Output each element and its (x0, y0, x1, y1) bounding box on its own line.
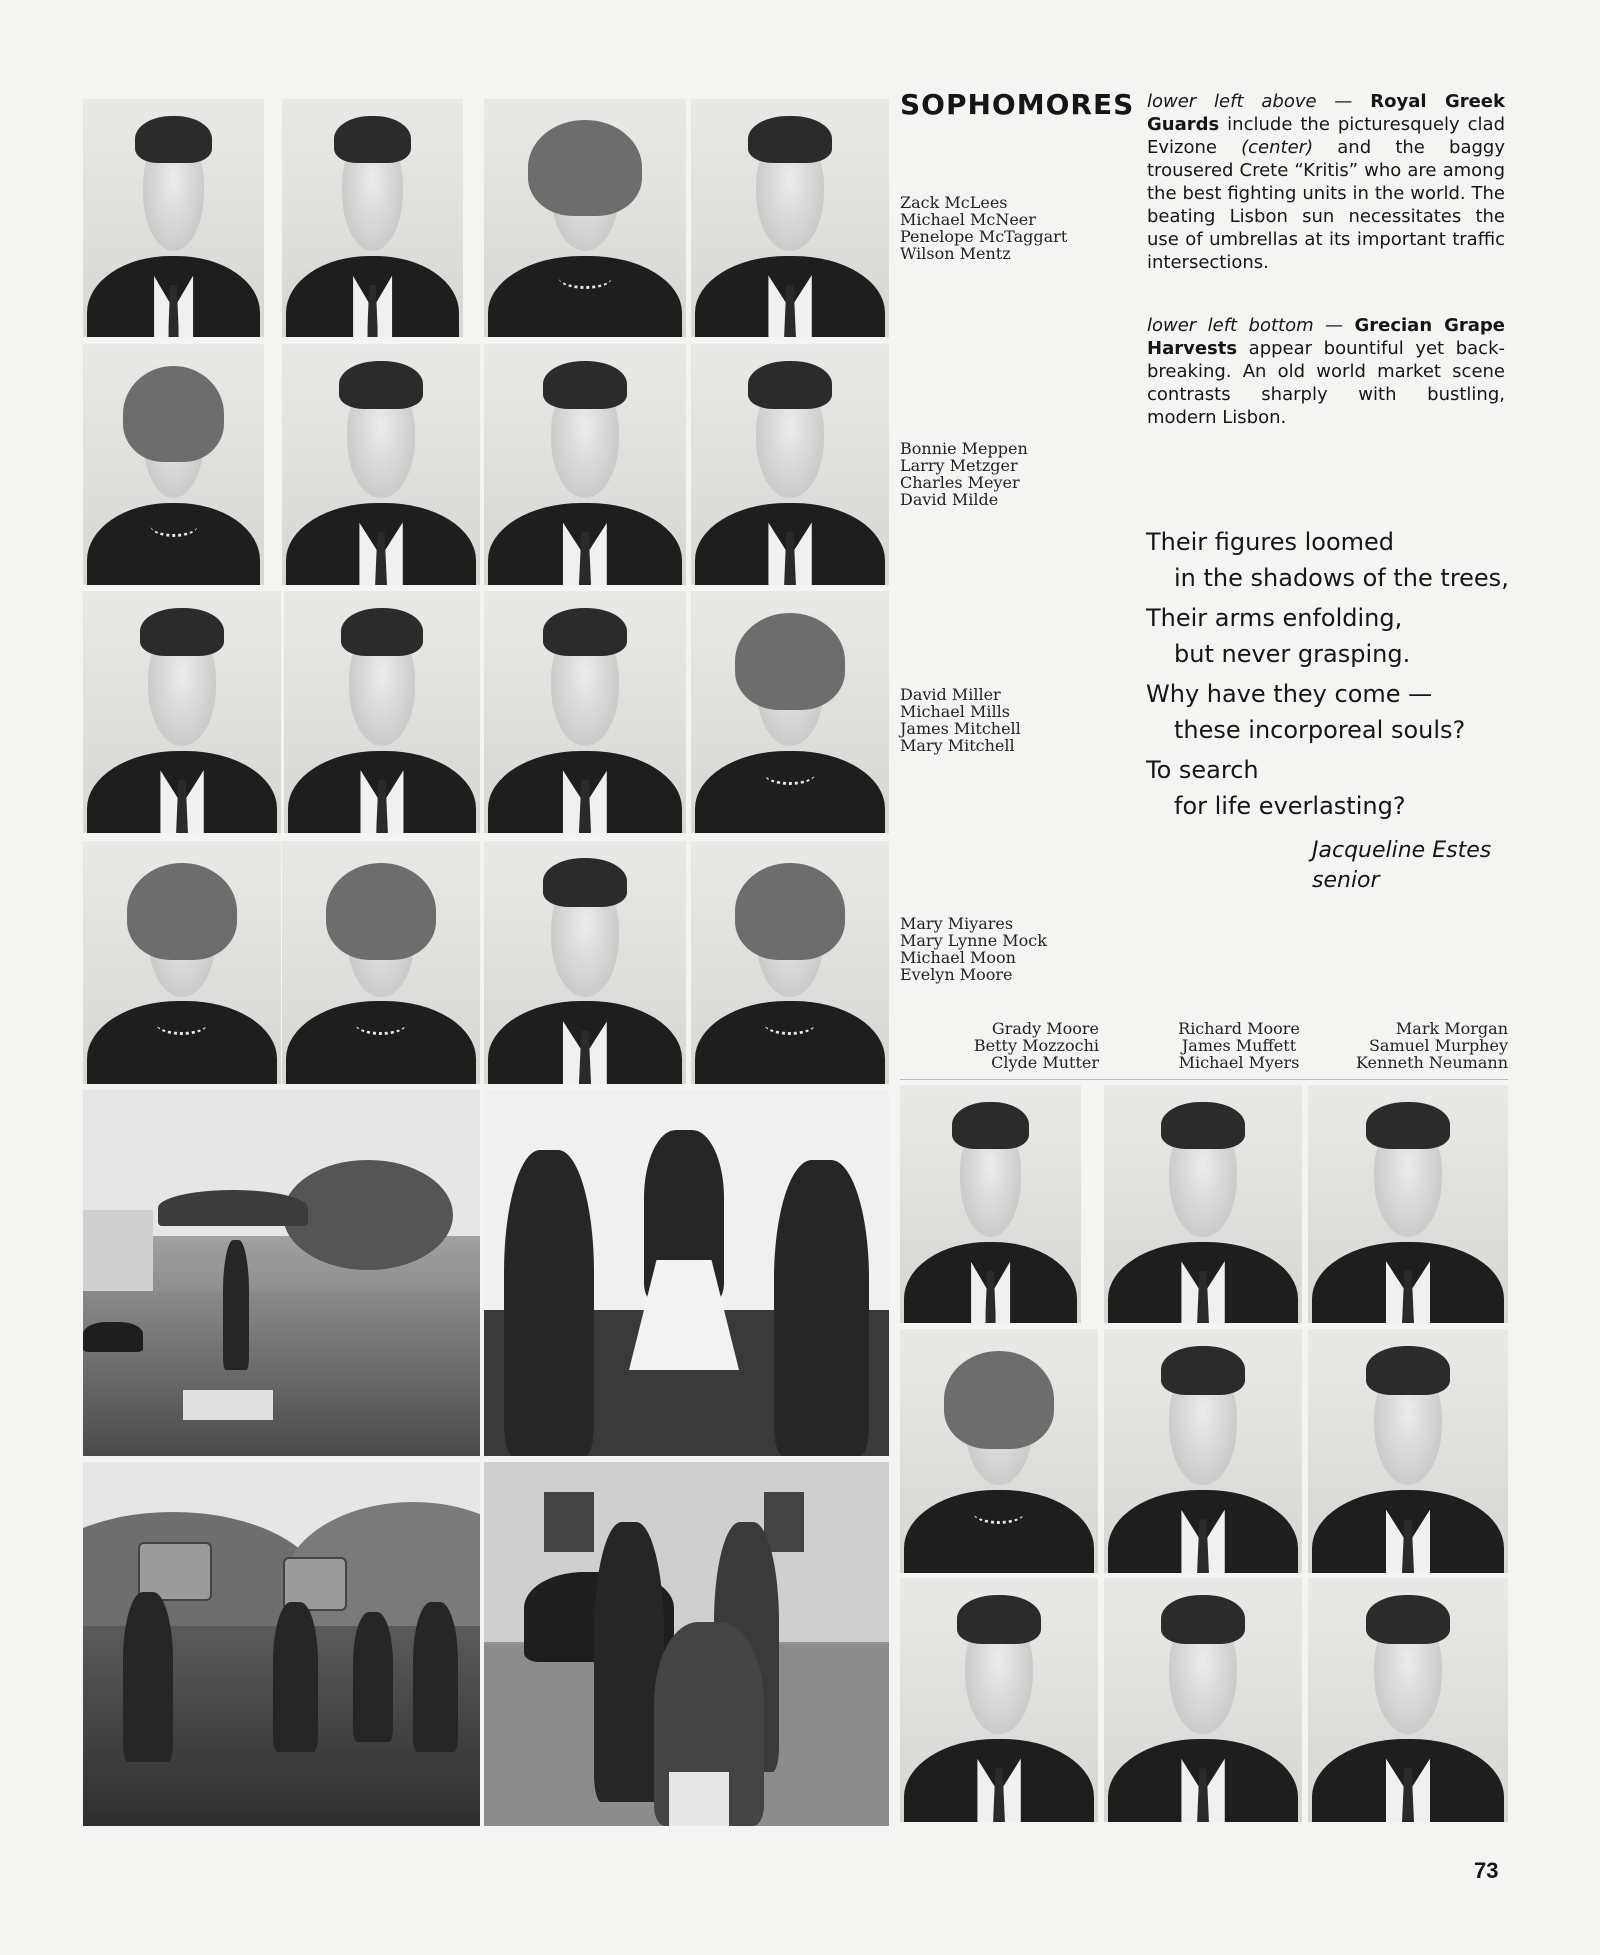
student-name: Grady Moore (991, 1019, 1099, 1038)
poem-stanza (1146, 600, 1516, 672)
name-group-row-3 (900, 686, 1021, 754)
portrait-mary-mitchell (691, 591, 889, 833)
student-name: Mary Mitchell (900, 736, 1015, 755)
student-name: Michael Mills (900, 702, 1010, 721)
student-name: Mark Morgan (1395, 1019, 1508, 1038)
portrait-larry-metzger (282, 344, 480, 585)
poem-line: these incorporeal souls? (1174, 716, 1466, 744)
poem-line: Why have they come — (1146, 680, 1433, 708)
student-name: Betty Mozzochi (973, 1036, 1099, 1055)
name-group-row-4 (900, 915, 1047, 983)
student-name: James Muffett (1181, 1036, 1297, 1055)
portrait-mary-lynne-mock (282, 841, 480, 1084)
poem-line: Their figures loomed (1146, 528, 1395, 556)
student-name: Penelope McTaggart (900, 227, 1068, 246)
student-name: Larry Metzger (900, 456, 1018, 475)
portrait-clyde-mutter (900, 1578, 1098, 1822)
student-name: Richard Moore (1178, 1019, 1300, 1038)
poem-line: in the shadows of the trees, (1174, 564, 1509, 592)
student-name: Michael Moon (900, 948, 1016, 967)
name-column-1 (900, 1020, 1099, 1071)
student-name: Michael McNeer (900, 210, 1036, 229)
author-name: Jacqueline Estes (1312, 838, 1492, 863)
caption-above (1147, 90, 1505, 274)
caption-text: and the baggy trousered Crete “Kritis” who are among the best fighting units in the world. The beating Lisbon sun necessitates the use of umbrellas at its important traffic intersections. (1147, 137, 1505, 273)
student-name: Mary Lynne Mock (900, 931, 1047, 950)
portrait-mary-miyares (83, 841, 281, 1084)
poem-line: To search (1146, 756, 1259, 784)
student-name: David Milde (900, 490, 999, 509)
caption-lead: lower left above (1147, 91, 1317, 112)
caption-dash: — (1316, 91, 1371, 112)
photo-lisbon-traffic-officer (83, 1090, 480, 1456)
portrait-mark-morgan (1308, 1085, 1508, 1323)
portrait-michael-mills (284, 591, 480, 833)
divider (900, 1079, 1508, 1080)
poem-stanza (1146, 676, 1516, 748)
student-name: Evelyn Moore (900, 965, 1013, 984)
name-group-row-1 (900, 194, 1067, 262)
portrait-zack-mclees (83, 99, 264, 337)
poem-line: Their arms enfolding, (1146, 604, 1403, 632)
student-name: Clyde Mutter (991, 1053, 1099, 1072)
page-number: 73 (1474, 1858, 1499, 1883)
portrait-grady-moore (900, 1085, 1081, 1323)
portrait-michael-mcneer (282, 99, 463, 337)
portrait-david-milde (691, 344, 889, 585)
photo-grecian-grape-harvest (83, 1462, 480, 1826)
author-class: senior (1312, 868, 1380, 893)
student-name: Mary Miyares (900, 914, 1014, 933)
portrait-bonnie-meppen (83, 344, 264, 585)
portrait-evelyn-moore (691, 841, 889, 1084)
caption-title: Royal Greek Guards (1147, 91, 1505, 135)
caption-title: Grecian Grape Harvests (1147, 315, 1505, 359)
poem-author (1312, 836, 1491, 896)
student-name: Kenneth Neumann (1356, 1053, 1508, 1072)
section-title: SOPHOMORES (900, 88, 1135, 121)
poem-line: but never grasping. (1174, 640, 1411, 668)
portrait-james-muffett (1104, 1329, 1302, 1573)
student-name: Wilson Mentz (900, 244, 1011, 263)
student-name: Charles Meyer (900, 473, 1020, 492)
caption-text: appear bountiful yet back-breaking. An old world market scene contrasts sharply with bustling, modern Lisbon. (1147, 338, 1505, 428)
portrait-richard-moore (1104, 1085, 1302, 1323)
portrait-david-miller (83, 591, 281, 833)
portrait-samuel-murphey (1308, 1329, 1508, 1573)
photo-market-scene (484, 1462, 889, 1826)
portrait-betty-mozzochi (900, 1329, 1098, 1573)
portrait-penelope-mctaggart (484, 99, 686, 337)
student-name: Bonnie Meppen (900, 439, 1028, 458)
portrait-michael-moon (484, 841, 686, 1084)
student-name: David Miller (900, 685, 1001, 704)
name-group-row-2 (900, 440, 1028, 508)
name-column-3 (1300, 1020, 1508, 1071)
caption-dash: — (1313, 315, 1355, 336)
portrait-wilson-mentz (691, 99, 889, 337)
student-name: Samuel Murphey (1368, 1036, 1508, 1055)
student-name: Michael Myers (1178, 1053, 1300, 1072)
caption-emphasis: (center) (1241, 137, 1314, 158)
caption-text: include the picturesquely clad Evizone (1147, 114, 1505, 158)
student-name: James Mitchell (900, 719, 1021, 738)
student-name: Zack McLees (900, 193, 1008, 212)
caption-lead: lower left bottom (1147, 315, 1314, 336)
portrait-kenneth-neumann (1308, 1578, 1508, 1822)
photo-royal-greek-guards (484, 1090, 889, 1456)
poem-stanza (1146, 524, 1516, 596)
portrait-charles-meyer (484, 344, 686, 585)
portrait-james-mitchell (484, 591, 686, 833)
portrait-michael-myers (1104, 1578, 1302, 1822)
poem (1146, 524, 1516, 828)
poem-line: for life everlasting? (1174, 792, 1406, 820)
caption-bottom (1147, 314, 1505, 429)
poem-stanza (1146, 752, 1516, 824)
